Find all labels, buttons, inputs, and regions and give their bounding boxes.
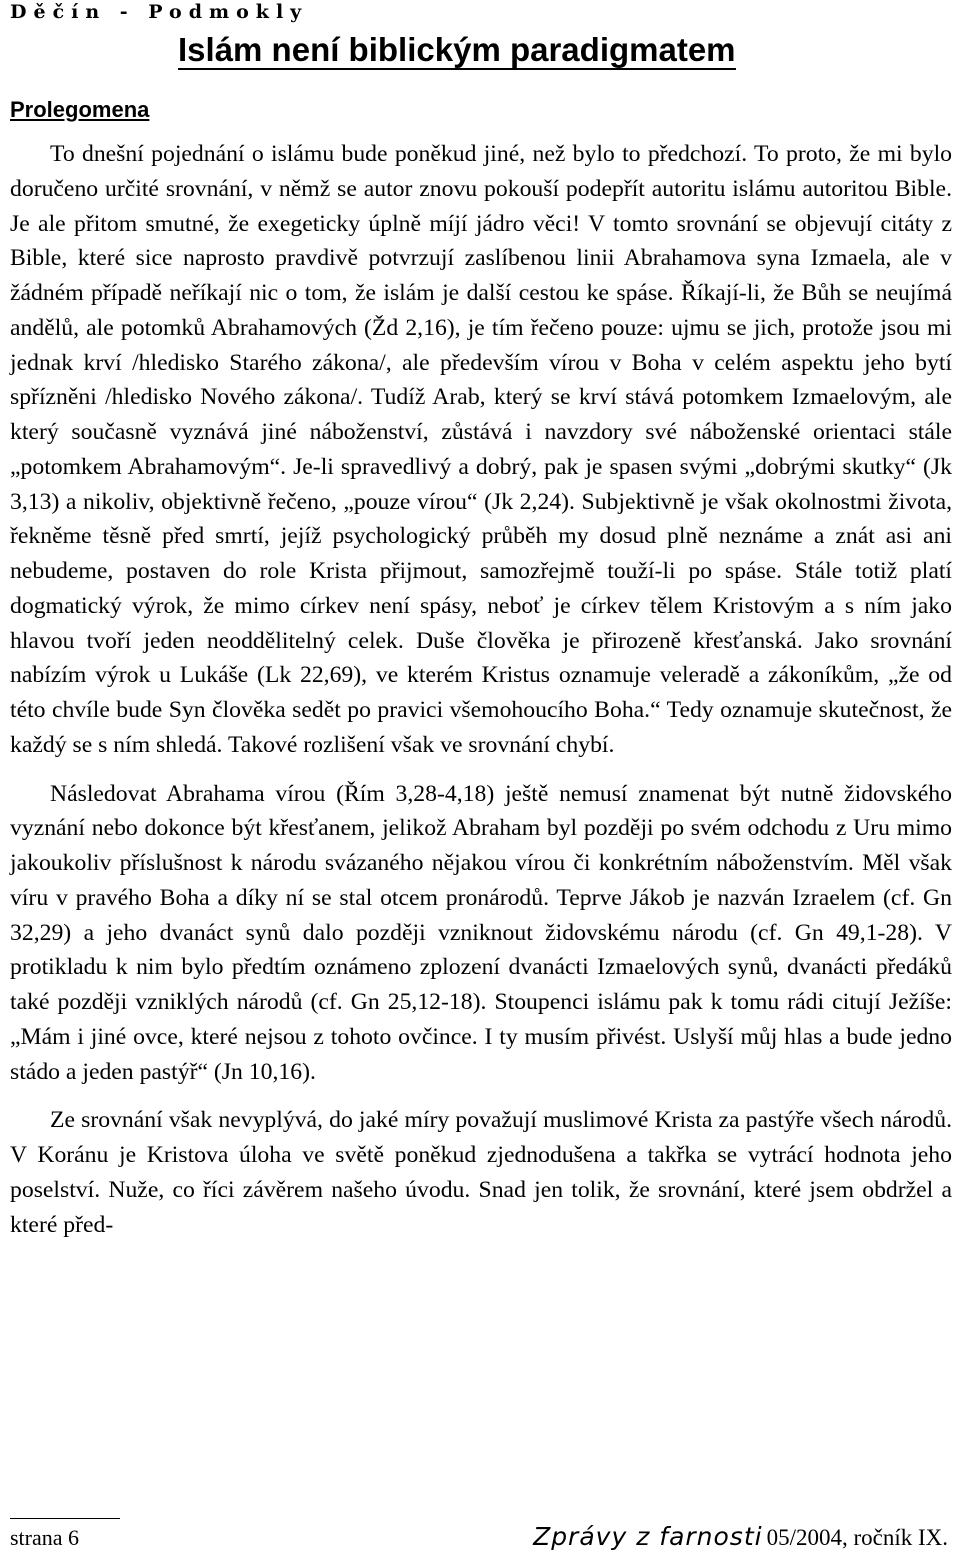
article-title-text: Islám není biblickým paradigmatem <box>178 31 736 68</box>
page-number: strana 6 <box>10 1525 80 1550</box>
running-header: Děčín - Podmokly <box>10 1 309 23</box>
footer-divider <box>10 1518 120 1519</box>
magazine-name: Zprávy z farnosti <box>533 1522 763 1551</box>
article-title <box>178 30 736 70</box>
issue-info: 05/2004, ročník IX. <box>766 1525 948 1550</box>
section-heading: Prolegomena <box>10 97 150 122</box>
paragraph: To dnešní pojednání o islámu bude poněkud jiné, než bylo to předchozí. To proto, že mi bylo doručeno určité srovnání, v němž se autor znovu pokouší podepřít autoritu islámu autoritou Bible. Je ale přitom smutné, že exegeticky úplně míjí jádro věci! V tomto srovnání se objevují citáty z Bible, které sice naprosto pravdivě potvrzují zaslíbenou linii Abrahamova syna Izmaela, ale v žádném případě neříkají nic o tom, že islám je další cestou ke spáse. Říkají-li, že Bůh se neujímá andělů, ale potomků Abrahamových (Žd 2,16), je tím řečeno pouze: ujmu se jich, protože jsou mi jednak krví /hledisko Starého zákona/, ale především vírou v Boha v celém aspektu jeho bytí spřízněni /hledisko Nového zákona/. Tudíž Arab, který se krví stává potomkem Izmaelovým, ale který současně vyznává jiné náboženství, zůstává i navzdory své náboženské orientaci stále „potomkem Abrahamovým“. Je-li spravedlivý a dobrý, pak je spasen svými „dobrými skutky“ (Jk 3,13) a nikoliv, objektivně řečeno, „pouze vírou“ (Jk 2,24). Subjektivně je však okolnostmi života, řekněme těsně před smrtí, jejíž psychologický průběh my dosud plně neznáme a znát asi ani nebudeme, postaven do role Krista přijmout, samozřejmě touží-li po spáse. Stále totiž platí dogmatický výrok, že mimo církev není spásy, neboť je církev tělem Kristovým a s ním jako hlavou tvoří jeden neoddělitelný celek. Duše člověka je přirozeně křesťanská. Jako srovnání nabízím výrok u Lukáše (Lk 22,69), ve kterém Kristus oznamuje veleradě a zákoníkům, „že od této chvíle bude Syn člověka sedět po pravici všemohoucího Boha.“ Tedy oznamuje skutečnost, že každý se s ním shledá. Takové rozlišení však ve srovnání chybí. <box>10 141 952 758</box>
article-body <box>10 137 952 1242</box>
paragraph: Ze srovnání však nevyplývá, do jaké míry považují muslimové Krista za pastýře všech národů. V Koránu je Kristova úloha ve světě poněkud zjednodušena a takřka se vytrácí hodnota jeho poselství. Nuže, co říci závěrem našeho úvodu. Snad jen tolik, že srovnání, které jsem obdržel a které před- <box>10 1107 952 1238</box>
paragraph: Následovat Abrahama vírou (Řím 3,28-4,18) ještě nemusí znamenat být nutně židovského vyznání nebo dokonce být křesťanem, jelikož Abraham byl později po svém odchodu z Uru mimo jakoukoliv příslušnost k národu svázaného nějakou vírou či konkrétním náboženstvím. Měl však víru v pravého Boha a díky ní se stal otcem pronárodů. Teprve Jákob je nazván Izraelem (cf. Gn 32,29) a jeho dvanáct synů dalo později vzniknout židovskému národu (cf. Gn 49,1-28). V protikladu k nim bylo předtím oznámeno zplození dvanácti Izmaelových synů, dvanácti předáků také později vzniklých národů (cf. Gn 25,12-18). Stoupenci islámu pak k tomu rádi citují Ježíše: „Mám i jiné ovce, které nejsou z tohoto ovčince. I ty musím přivést. Uslyší můj hlas a bude jedno stádo a jeden pastýř“ (Jn 10,16). <box>10 780 952 1085</box>
footer-issue <box>533 1522 948 1553</box>
